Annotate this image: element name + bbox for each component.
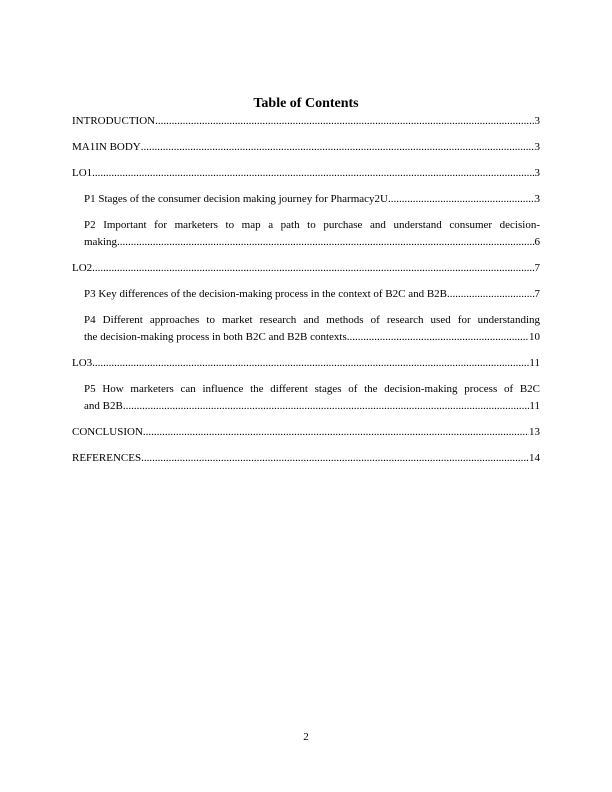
toc-entry-label: MA1IN BODY (72, 141, 141, 153)
toc-entry-page: 11 (529, 357, 540, 369)
toc-entry-label: P3 Key differences of the decision-making process in the context of B2C and B2B (84, 288, 448, 300)
toc-entry-label: REFERENCES (72, 452, 142, 464)
toc-entry-label: INTRODUCTION (72, 115, 156, 127)
toc-entry-label: and B2B (84, 400, 123, 412)
dot-leader (141, 139, 535, 156)
toc-entry-label: the decision-making process in both B2C and B2B contexts (84, 331, 347, 343)
dot-leader (141, 450, 529, 467)
toc-entry-label: LO3 (72, 357, 93, 369)
toc-entry-page: 3 (534, 141, 540, 153)
toc-entry-references[interactable] (72, 450, 540, 467)
toc-entry-page: 3 (534, 115, 540, 127)
toc-entry-label: LO1 (72, 167, 93, 179)
dot-leader (388, 191, 535, 208)
dot-leader (92, 260, 534, 277)
toc-entry-p4[interactable] (72, 312, 540, 346)
toc-entry-page: 6 (534, 236, 540, 248)
dot-leader (92, 355, 529, 372)
toc-entry-page: 3 (534, 167, 540, 179)
toc-entry-label: CONCLUSION (72, 426, 143, 438)
toc-entry-conclusion[interactable] (72, 424, 540, 441)
toc-entry-page: 7 (534, 262, 540, 274)
toc-entry-line1: P5 How marketers can influence the different stages of the decision-making process of B2C (84, 383, 540, 395)
toc-entry-lo2[interactable] (72, 260, 540, 277)
toc-entry-page: 7 (534, 288, 540, 300)
toc-entry-page: 14 (529, 452, 540, 464)
dot-leader (92, 165, 534, 182)
toc-entry-p3[interactable] (72, 286, 540, 303)
toc-entry-lo1[interactable] (72, 165, 540, 182)
dot-leader (117, 234, 535, 251)
toc-entry-line1: P2 Important for marketers to map a path to purchase and understand consumer decision- (84, 219, 540, 231)
toc-title: Table of Contents (253, 96, 359, 111)
dot-leader (347, 329, 529, 346)
toc-entry-p2[interactable] (72, 217, 540, 251)
toc-entry-introduction[interactable] (72, 113, 540, 130)
toc-entry-page: 11 (529, 400, 540, 412)
toc-entry-label: LO2 (72, 262, 93, 274)
toc-entry-label: making (84, 236, 117, 248)
table-of-contents (72, 113, 540, 476)
page-number: 2 (303, 731, 309, 743)
toc-entry-lo3[interactable] (72, 355, 540, 372)
toc-entry-page: 3 (534, 193, 540, 205)
dot-leader (123, 398, 530, 415)
toc-entry-p1[interactable] (72, 191, 540, 208)
toc-entry-label: P1 Stages of the consumer decision making journey for Pharmacy2U (84, 193, 388, 205)
toc-entry-main-body[interactable] (72, 139, 540, 156)
toc-entry-page: 10 (529, 331, 540, 343)
toc-entry-page: 13 (529, 426, 540, 438)
dot-leader (447, 286, 534, 303)
dot-leader (155, 113, 534, 130)
toc-entry-line1: P4 Different approaches to market research and methods of research used for understanding (84, 314, 540, 326)
toc-entry-p5[interactable] (72, 381, 540, 415)
dot-leader (143, 424, 529, 441)
